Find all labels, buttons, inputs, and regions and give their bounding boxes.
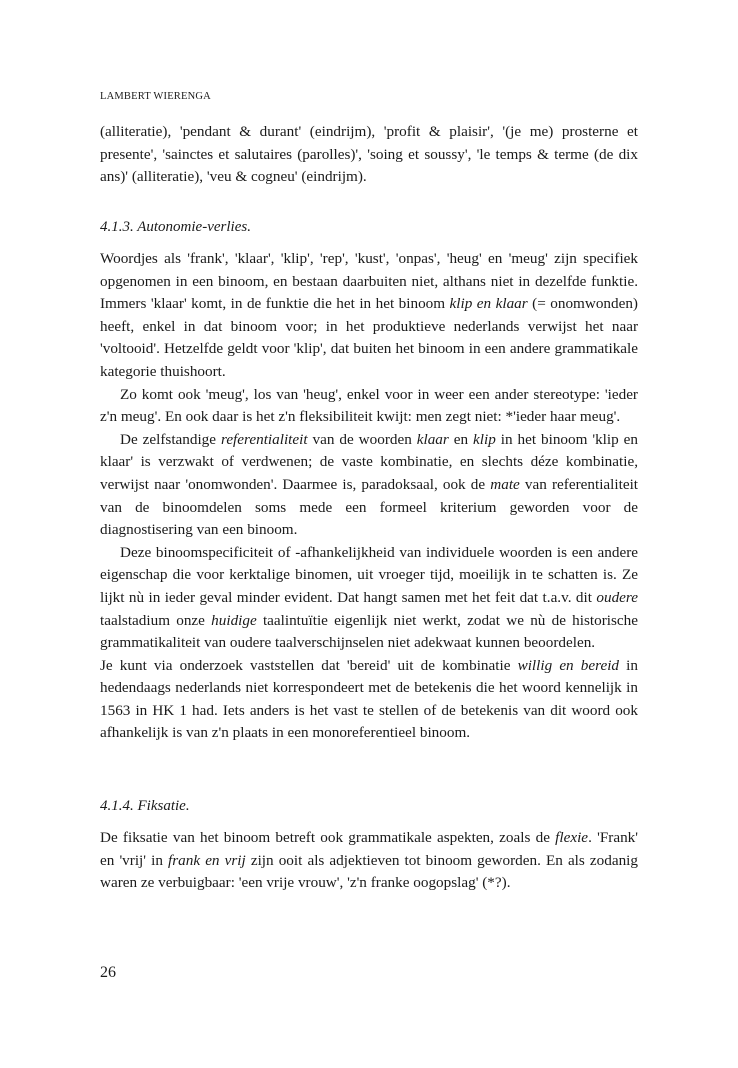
section-heading-4-1-4: 4.1.4. Fiksatie. bbox=[100, 798, 190, 814]
section-4-1-4-body bbox=[100, 827, 638, 895]
block-quote: Je kunt via onderzoek vaststellen dat 'bereid' uit de kombinatie willig en bereid in hedendaags nederlands niet korrespondeert met de betekenis die het woord kennelijk in 1563 in HK 1 had. Iets anders is het vast te stellen of de betekenis van dit woord ook afhankelijk is van z'n plaats in een monoreferentieel binoom. bbox=[100, 656, 638, 742]
page-number: 26 bbox=[100, 964, 116, 981]
section-heading-4-1-3: 4.1.3. Autonomie-verlies. bbox=[100, 219, 251, 235]
paragraph: De zelfstandige referentialiteit van de woorden klaar en klip in het binoom 'klip en klaar' is verzwakt of verdwenen; de vaste kombinatie, en slechts déze kombinatie, verwijst naar 'onomwonden'. Daarmee is, paradoksaal, ook de mate van referentialiteit van de binoomdelen soms mede een formeel kriterium geworden voor de diagnostisering van een binoom. bbox=[100, 430, 639, 539]
paragraph: Zo komt ook 'meug', los van 'heug', enkel voor in weer een ander stereotype: 'ieder z'n meug'. En ook daar is het z'n fleksibiliteit kwijt: men zegt niet: *'ieder haar meug'. bbox=[100, 385, 638, 426]
paragraph: Deze binoomspecificiteit of -afhankelijkheid van individuele woorden is een andere eigenschap die voor kerktalige binomen, uit vroeger tijd, moeilijk in te schatten is. Ze lijkt nù in ieder geval minder evident. Dat hangt samen met het feit dat t.a.v. dit oudere taalstadium onze huidige taalintuïtie eigenlijk niet werkt, zodat we nù de historische grammatikaliteit van oudere taalverschijnselen niet adekwaat kunnen beoordelen. bbox=[100, 543, 638, 652]
section-4-1-3-body bbox=[100, 248, 638, 745]
continuation-text: (alliteratie), 'pendant & durant' (eindrijm), 'profit & plaisir', '(je me) prosterne et presente', 'sainctes et salutaires (parolles)', 'soing et soussy', 'le temps & terme (de dix ans)' (alliteratie), 'veu & cogneu' (eindrijm). bbox=[100, 123, 638, 186]
paragraph: Woordjes als 'frank', 'klaar', 'klip', 'rep', 'kust', 'onpas', 'heug' en 'meug' zijn specifiek opgenomen in een binoom, en bestaan daarbuiten niet, althans niet in dezelfde funktie. Immers 'klaar' komt, in de funktie die het in het binoom klip en klaar (= onomwonden) heeft, enkel in dat binoom voor; in het produktieve nederlands verwijst het naar 'voltooid'. Hetzelfde geldt voor 'klip', dat buiten het binoom in een andere grammatikale kategorie thuishoort. bbox=[100, 250, 638, 380]
continuation-paragraph bbox=[100, 121, 638, 189]
paragraph: De fiksatie van het binoom betreft ook grammatikale aspekten, zoals de flexie. 'Frank' en 'vrij' in frank en vrij zijn ooit als adjektieven tot binoom geworden. En als zodanig waren ze verbuigbaar: 'een vrije vrouw', 'z'n franke oogopslag' (*?). bbox=[100, 829, 638, 892]
running-head: LAMBERT WIERENGA bbox=[100, 91, 211, 102]
